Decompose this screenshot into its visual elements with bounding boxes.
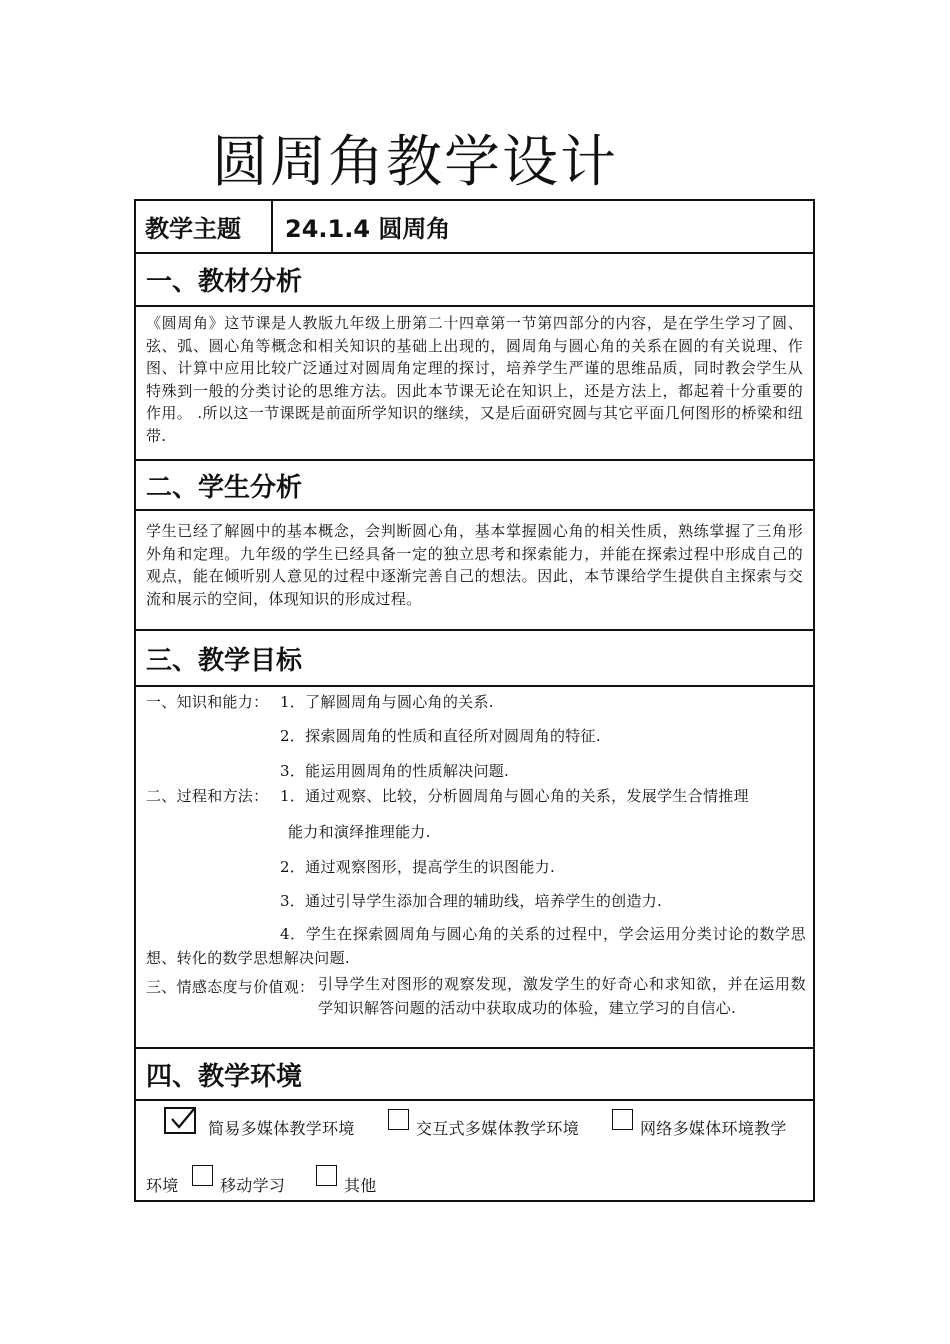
checkbox-mobile-learning[interactable] (192, 1165, 213, 1186)
env-option-label-continued: 环境 (146, 1176, 179, 1195)
knowledge-item: 2．探索圆周角的性质和直径所对圆周角的特征. (280, 727, 601, 745)
material-heading-row (136, 254, 813, 307)
attitude-label: 三、情感态度与价值观： (146, 978, 315, 996)
env-option-label: 交互式多媒体教学环境 (416, 1119, 580, 1138)
env-option-label: 网络多媒体环境教学 (640, 1119, 787, 1138)
topic-value: 24.1.4 圆周角 (285, 215, 451, 243)
checkbox-other[interactable] (316, 1165, 337, 1186)
env-option-label: 移动学习 (220, 1176, 286, 1195)
section-heading: 二、学生分析 (146, 472, 303, 503)
knowledge-item: 3．能运用圆周角的性质解决问题. (280, 762, 510, 780)
checkbox-interactive-multimedia[interactable] (388, 1109, 409, 1130)
section-heading: 一、教材分析 (146, 267, 303, 297)
process-label: 二、过程和方法： (146, 787, 269, 805)
process-item: 4．学生在探索圆周角与圆心角的关系的过程中，学会运用分类讨论的数学思想、转化的数学思想解决问题. (146, 925, 806, 967)
students-body-row (136, 511, 813, 631)
environment-options-row (136, 1101, 813, 1202)
section-heading: 三、教学目标 (146, 645, 303, 676)
checkmark-icon (170, 1107, 196, 1131)
process-item: 1．通过观察、比较，分析圆周角与圆心角的关系，发展学生合情推理 (280, 787, 749, 805)
students-text: 学生已经了解圆中的基本概念，会判断圆心角，基本掌握圆心角的相关性质，熟练掌握了三角形外角和定理。九年级的学生已经具备一定的独立思考和探索能力，并能在探索过程中形成自己的观点，能在倾听别人意见的过程中逐渐完善自己的想法。因此，本节课给学生提供自主探索与交流和展示的空间，体现知识的形成过程。 (146, 522, 803, 608)
topic-label: 教学主题 (136, 201, 273, 252)
section-heading: 四、教学环境 (146, 1061, 303, 1092)
students-heading-row (136, 461, 813, 511)
goals-heading-row (136, 631, 813, 687)
material-body-row (136, 307, 813, 461)
document-title: 圆周角教学设计 (212, 130, 618, 195)
lesson-plan-table (134, 199, 815, 1202)
goals-body-row (136, 687, 813, 1049)
process-item: 2．通过观察图形，提高学生的识图能力. (280, 858, 556, 876)
knowledge-item: 1．了解圆周角与圆心角的关系. (280, 693, 494, 711)
knowledge-label: 一、知识和能力： (146, 693, 269, 711)
checkbox-simple-multimedia[interactable] (164, 1107, 196, 1134)
environment-heading-row (136, 1049, 813, 1101)
checkbox-network-multimedia[interactable] (612, 1109, 633, 1130)
env-option-label: 简易多媒体教学环境 (208, 1119, 355, 1138)
process-item: 3．通过引导学生添加合理的辅助线，培养学生的创造力. (280, 892, 663, 910)
process-item-continued: 能力和演绎推理能力. (288, 823, 431, 841)
env-option-label: 其他 (344, 1176, 377, 1195)
material-text: 《圆周角》这节课是人教版九年级上册第二十四章第一节第四部分的内容，是在学生学习了圆、弦、弧、圆心角等概念和相关知识的基础上出现的，圆周角与圆心角的关系在圆的有关说理、作图、计算中应用比较广泛通过对圆周角定理的探讨，培养学生严谨的思维品质，同时教会学生从特殊到一般的分类讨论的思维方法。因此本节课无论在知识上，还是方法上，都起着十分重要的作用。 .所以这一节课既是前面所学知识的继续，又是后面研究圆与其它平面几何图形的桥梁和纽带. (146, 314, 803, 445)
attitude-text: 引导学生对图形的观察发现，激发学生的好奇心和求知欲，并在运用数学知识解答问题的活动中获取成功的体验，建立学习的自信心. (318, 975, 806, 1017)
topic-row (136, 201, 813, 254)
